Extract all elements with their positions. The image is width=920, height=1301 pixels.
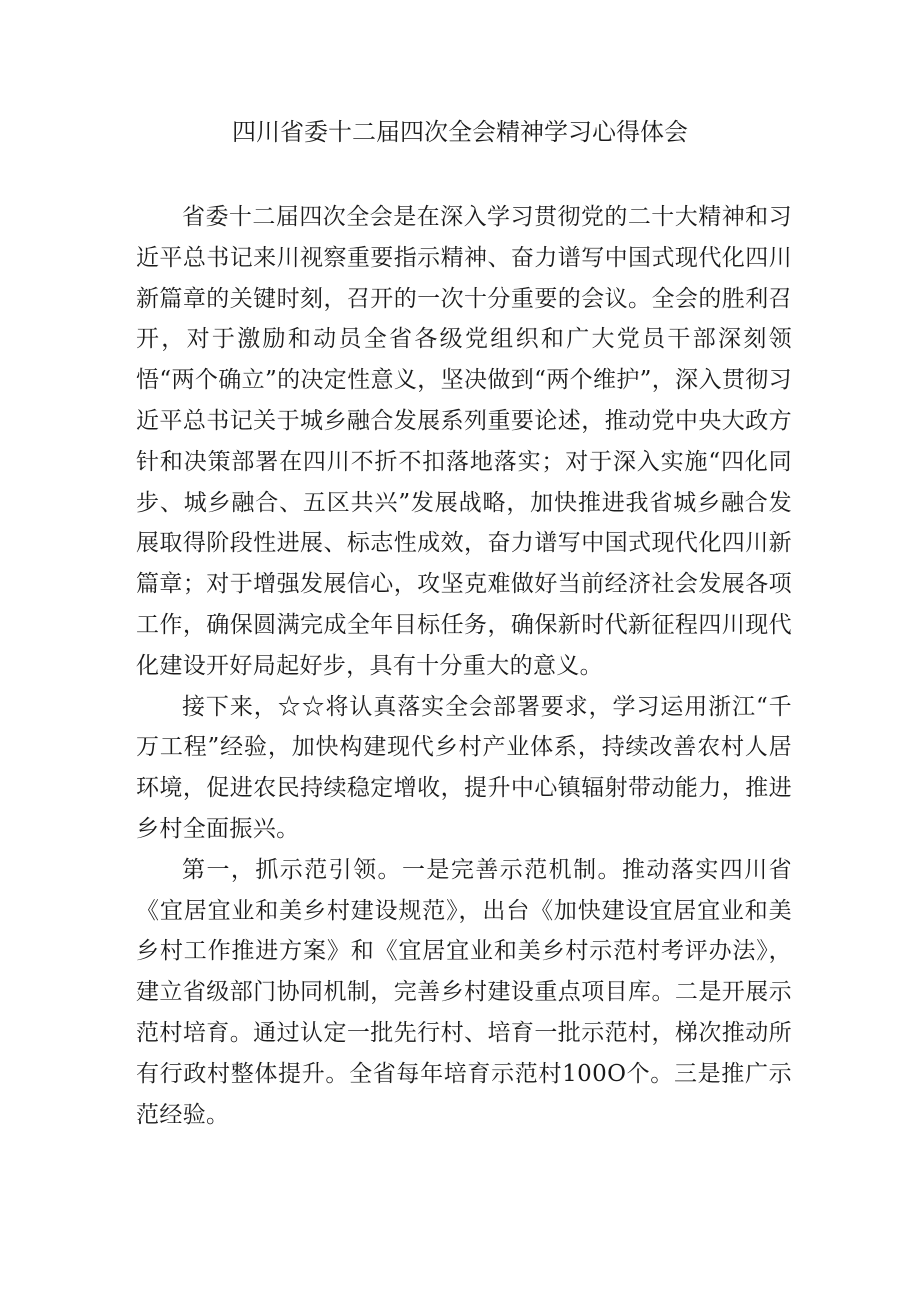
paragraph-intro: 省委十二届四次全会是在深入学习贯彻党的二十大精神和习近平总书记来川视察重要指示精神、奋力谱写中国式现代化四川新篇章的关键时刻，召开的一次十分重要的会议。全会的胜利召开，对于激励和动员全省各级党组织和广大党员干部深刻领悟“两个确立”的决定性意义，坚决做到“两个维护”，深入贯彻习近平总书记关于城乡融合发展系列重要论述，推动党中央大政方针和决策部署在四川不折不扣落地落实；对于深入实施“四化同步、城乡融合、五区共兴”发展战略，加快推进我省城乡融合发展取得阶段性进展、标志性成效，奋力谱写中国式现代化四川新篇章；对于增强发展信心，攻坚克难做好当前经济社会发展各项工作，确保圆满完成全年目标任务，确保新时代新征程四川现代化建设开好局起好步，具有十分重大的意义。 <box>136 204 792 679</box>
paragraph-first-point: 第一，抓示范引领。一是完善示范机制。推动落实四川省《宜居宜业和美乡村建设规范》，出台《加快建设宜居宜业和美乡村工作推进方案》和《宜居宜业和美乡村示范村考评办法》，建立省级部门协同机制，完善乡村建设重点项目库。二是开展示范村培育。通过认定一批先行村、培育一批示范村，梯次推动所有行政村整体提升。全省每年培育示范村100O个。三是推广示范经验。 <box>136 856 792 1128</box>
document-body <box>136 197 792 1135</box>
document-title: 四川省委十二届四次全会精神学习心得体会 <box>232 118 688 146</box>
paragraph-next-steps: 接下来，☆☆将认真落实全会部署要求，学习运用浙江“千万工程”经验，加快构建现代乡村产业体系，持续改善农村人居环境，促进农民持续稳定增收，提升中心镇辐射带动能力，推进乡村全面振兴。 <box>136 693 792 842</box>
